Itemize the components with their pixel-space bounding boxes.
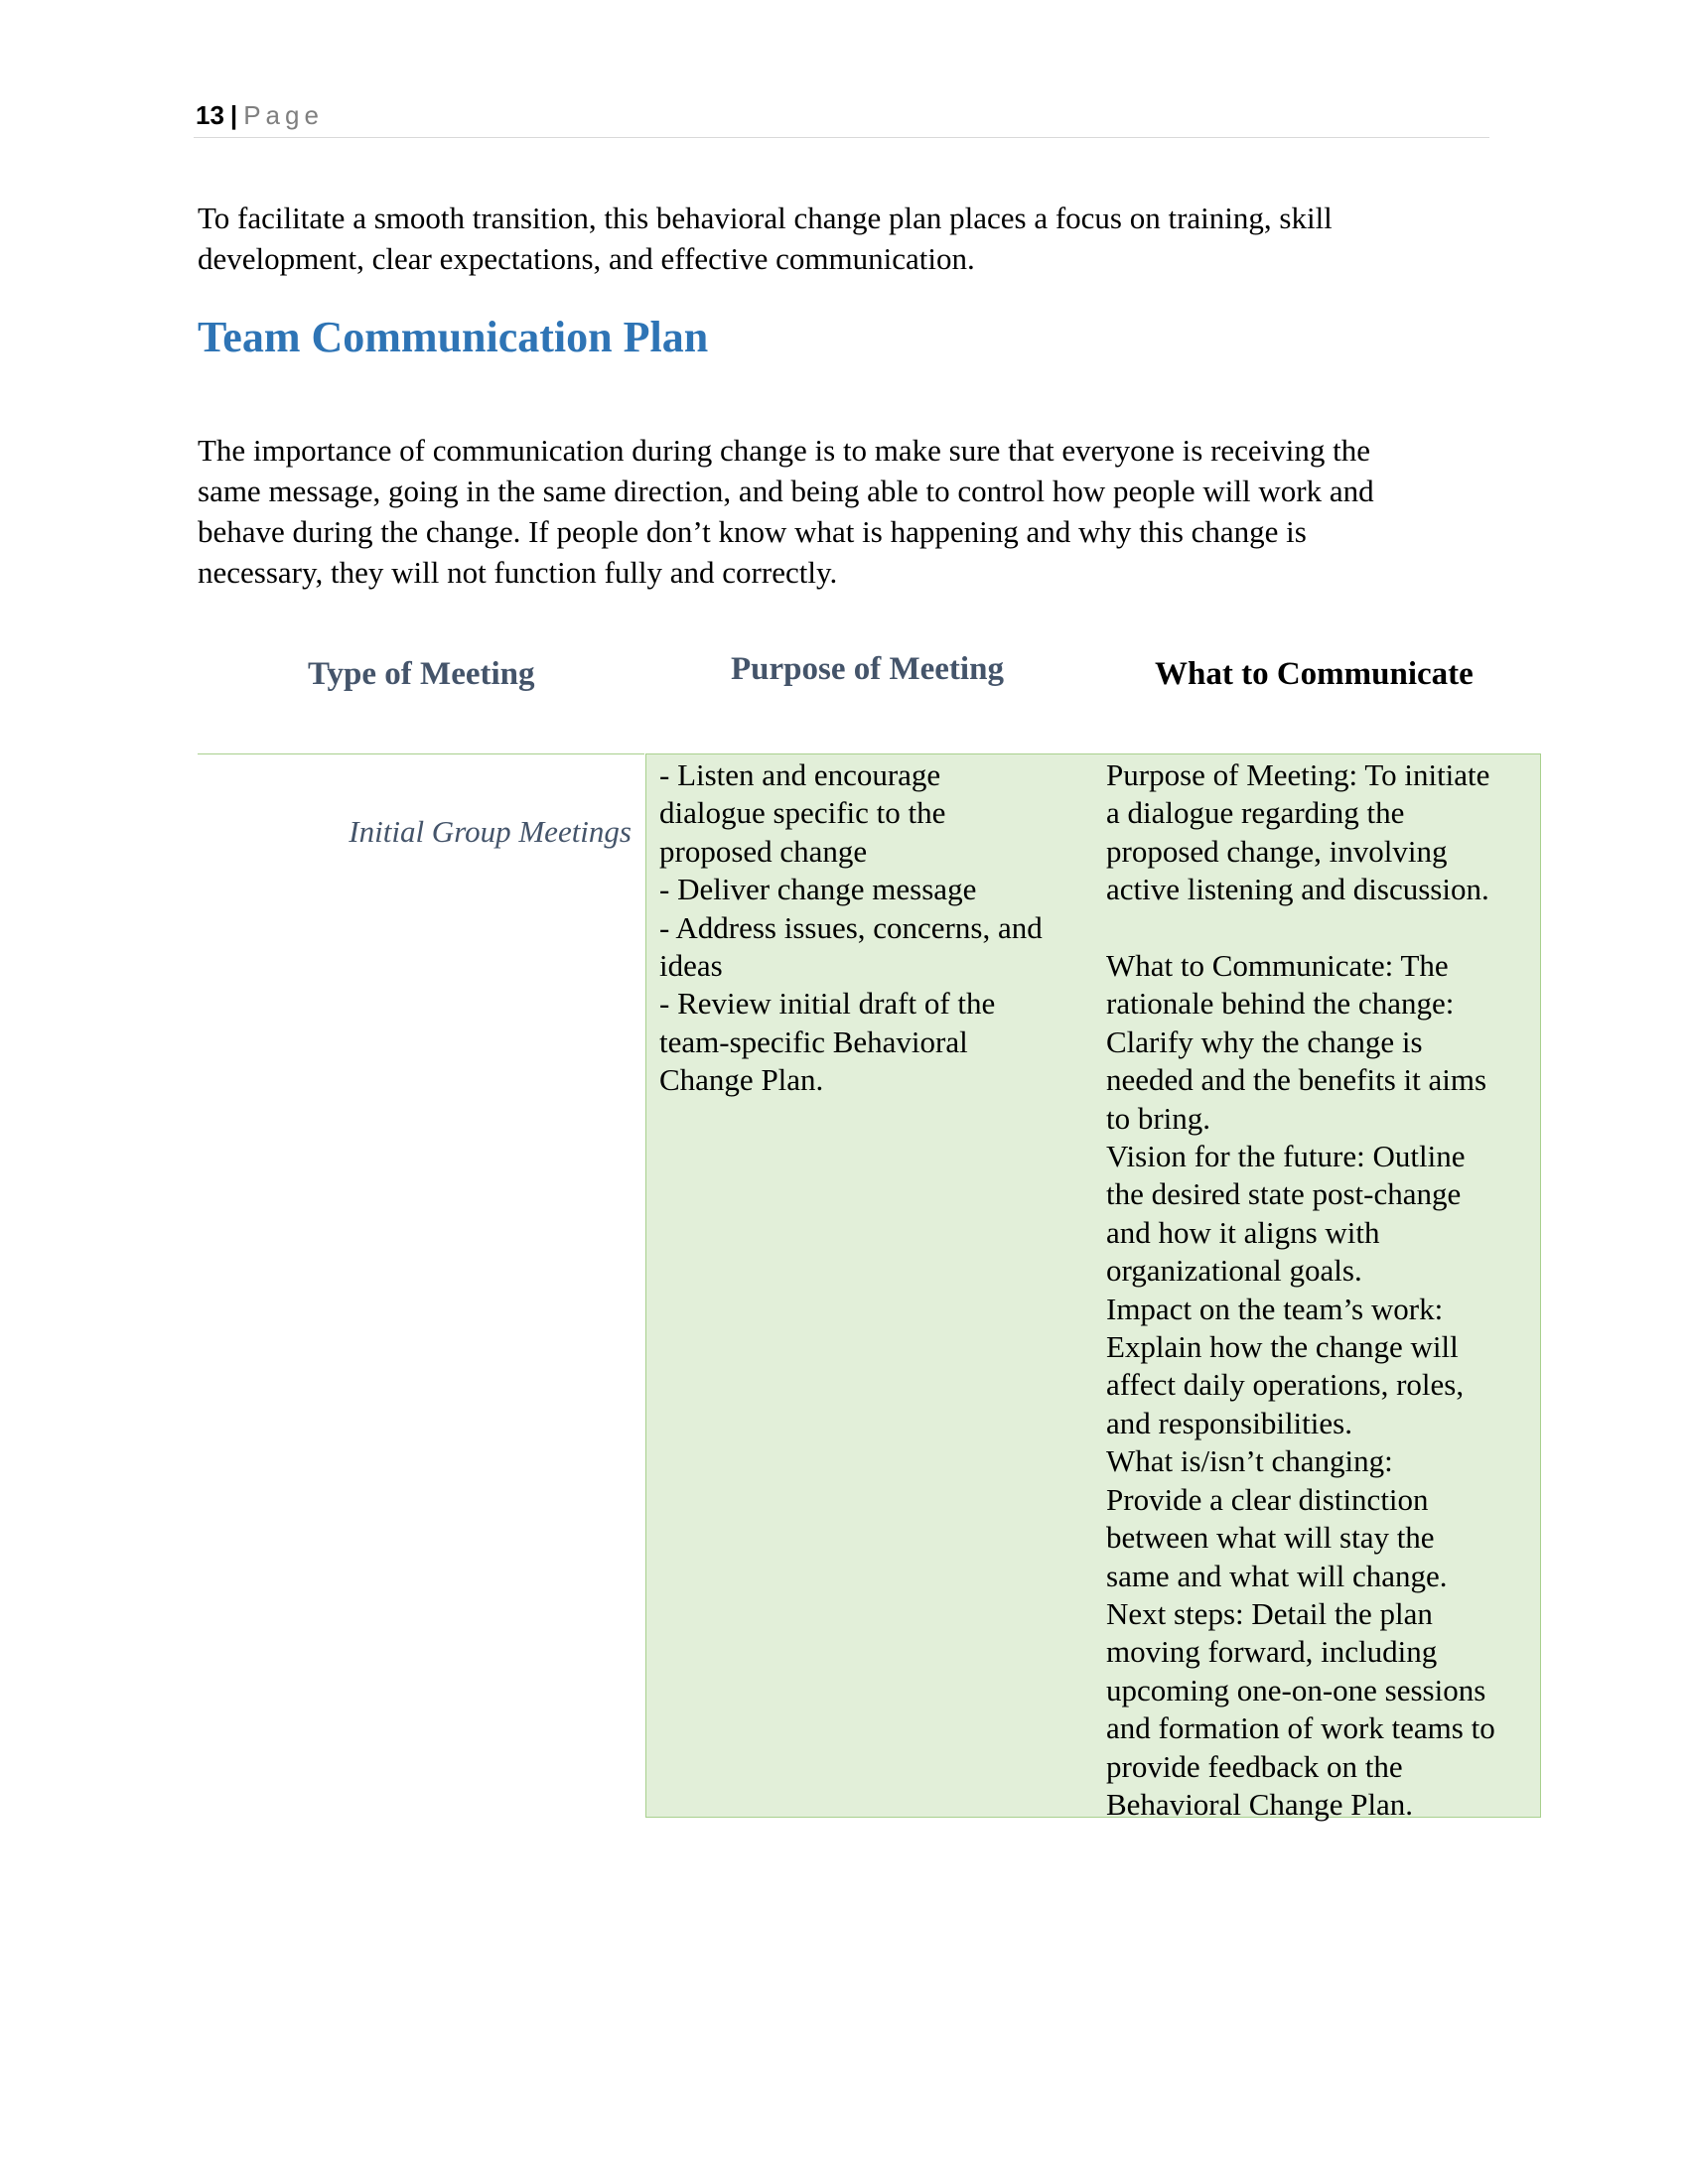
- page-header: [196, 98, 1486, 132]
- header-rule: [194, 137, 1489, 138]
- page-number: 13: [196, 100, 224, 130]
- paragraph-gap: [1106, 909, 1528, 947]
- what-line: to bring.: [1106, 1100, 1211, 1136]
- purpose-line: - Deliver change message: [659, 872, 977, 907]
- what-line: Vision for the future: Outline: [1106, 1139, 1466, 1174]
- section-heading: Team Communication Plan: [198, 313, 709, 361]
- importance-line: same message, going in the same direction, and being able to control how people will work and: [198, 474, 1374, 508]
- table-top-rule: [198, 753, 644, 754]
- what-line: the desired state post-change: [1106, 1176, 1462, 1212]
- column-header-what: What to Communicate: [1155, 656, 1474, 692]
- purpose-line: dialogue specific to the: [659, 795, 946, 831]
- purpose-line: - Review initial draft of the: [659, 986, 996, 1022]
- importance-line: behave during the change. If people don’t know what is happening and why this change is: [198, 514, 1307, 549]
- purpose-line: team-specific Behavioral: [659, 1024, 968, 1059]
- what-line: organizational goals.: [1106, 1253, 1362, 1289]
- what-line: and responsibilities.: [1106, 1405, 1352, 1440]
- column-header-purpose: Purpose of Meeting: [731, 651, 1004, 687]
- purpose-line: proposed change: [659, 833, 868, 869]
- purpose-line: Change Plan.: [659, 1062, 824, 1098]
- intro-line: development, clear expectations, and effective communication.: [198, 241, 975, 276]
- what-line: Purpose of Meeting: To initiate: [1106, 757, 1490, 792]
- intro-paragraph: [198, 198, 1508, 279]
- purpose-line: ideas: [659, 948, 723, 984]
- what-line: provide feedback on the: [1106, 1748, 1403, 1784]
- purpose-line: - Address issues, concerns, and: [659, 909, 1043, 945]
- importance-line: necessary, they will not function fully and correctly.: [198, 555, 838, 590]
- what-line: moving forward, including: [1106, 1634, 1438, 1670]
- page-label: Page: [243, 100, 324, 130]
- what-line: Behavioral Change Plan.: [1106, 1786, 1414, 1822]
- what-line: a dialogue regarding the: [1106, 795, 1405, 831]
- page-separator: |: [229, 100, 238, 130]
- what-line: active listening and discussion.: [1106, 872, 1489, 907]
- what-line: Next steps: Detail the plan: [1106, 1595, 1433, 1631]
- meeting-purpose-cell: [645, 753, 1094, 1818]
- what-line: proposed change, involving: [1106, 833, 1448, 869]
- column-header-type: Type of Meeting: [308, 656, 535, 692]
- what-line: upcoming one-on-one sessions: [1106, 1672, 1486, 1707]
- importance-line: The importance of communication during change is to make sure that everyone is receiving the: [198, 433, 1371, 468]
- what-line: same and what will change.: [1106, 1558, 1448, 1593]
- what-line: What to Communicate: The: [1106, 948, 1449, 984]
- what-line: Clarify why the change is: [1106, 1024, 1423, 1059]
- intro-line: To facilitate a smooth transition, this behavioral change plan places a focus on training, skill: [198, 201, 1333, 235]
- purpose-line: - Listen and encourage: [659, 757, 941, 792]
- what-line: rationale behind the change:: [1106, 986, 1455, 1022]
- what-line: What is/isn’t changing:: [1106, 1443, 1393, 1479]
- what-to-communicate-cell: [1093, 753, 1541, 1822]
- what-line: between what will stay the: [1106, 1520, 1435, 1556]
- what-line: and formation of work teams to: [1106, 1710, 1495, 1746]
- what-line: needed and the benefits it aims: [1106, 1062, 1487, 1098]
- meeting-type-cell: Initial Group Meetings: [349, 814, 632, 849]
- what-line: Impact on the team’s work:: [1106, 1291, 1444, 1326]
- what-line: Explain how the change will: [1106, 1329, 1459, 1365]
- importance-paragraph: [198, 430, 1508, 593]
- what-line: Provide a clear distinction: [1106, 1481, 1429, 1517]
- what-line: and how it aligns with: [1106, 1214, 1380, 1250]
- what-line: affect daily operations, roles,: [1106, 1367, 1465, 1403]
